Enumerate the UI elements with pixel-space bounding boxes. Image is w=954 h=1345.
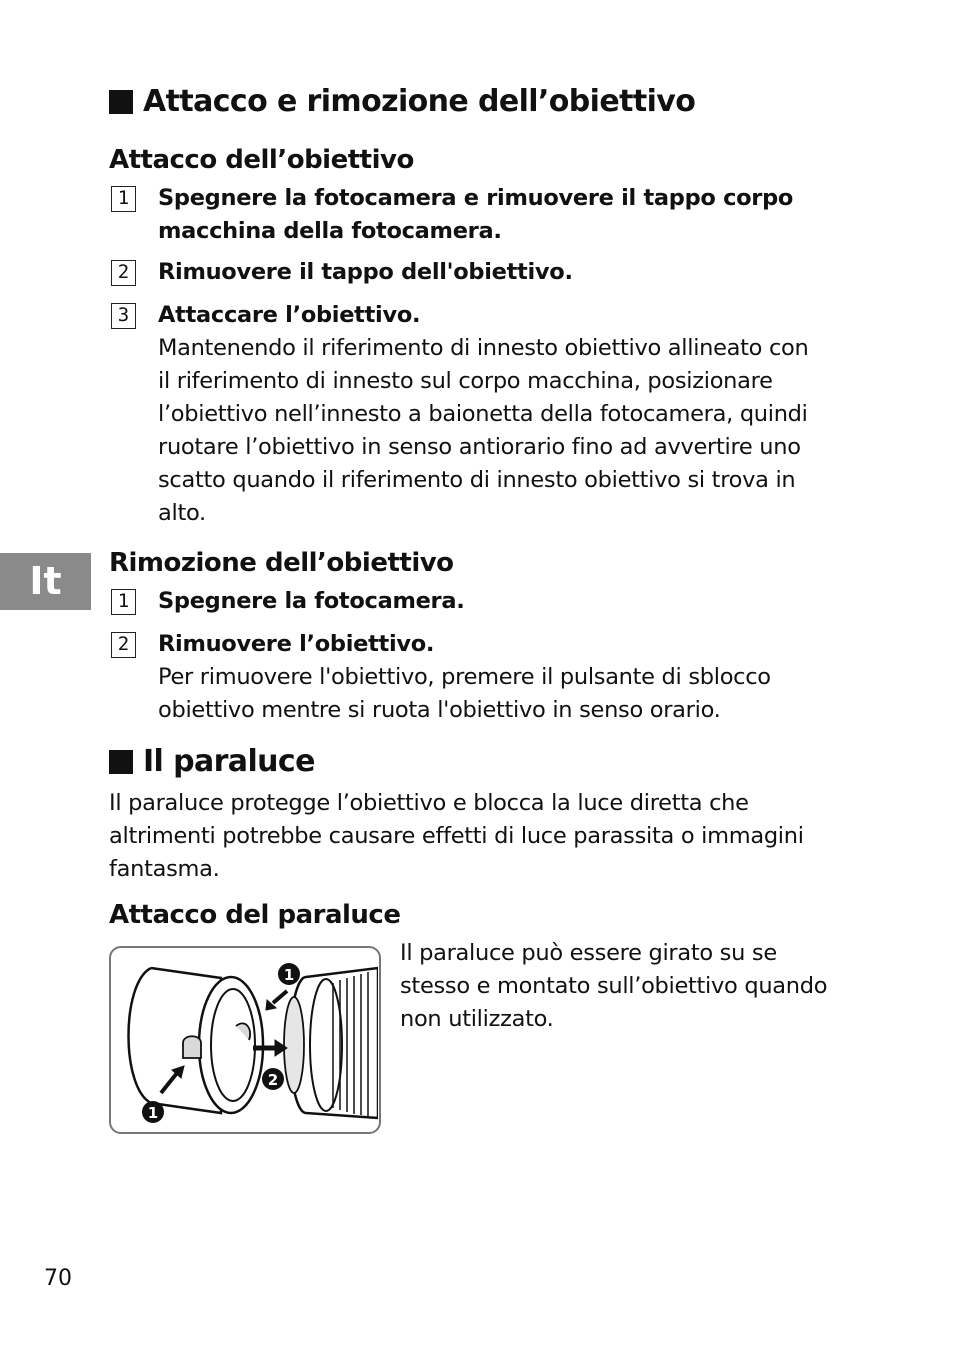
side-text-line: Il paraluce può essere girato su se xyxy=(400,940,777,966)
svg-text:1: 1 xyxy=(283,966,295,984)
step-text: Rimuovere l’obiettivo. xyxy=(158,631,435,657)
step-body-line: obiettivo mentre si ruota l'obiettivo in senso orario. xyxy=(158,697,721,723)
square-bullet-icon xyxy=(109,90,133,114)
svg-text:2: 2 xyxy=(267,1071,279,1089)
step-number-badge: 2 xyxy=(111,632,136,658)
side-text-line: stesso e montato sull’obiettivo quando xyxy=(400,973,828,999)
intro-line: Il paraluce protegge l’obiettivo e blocca la luce diretta che xyxy=(109,790,749,816)
step-text: Rimuovere il tappo dell'obiettivo. xyxy=(158,259,573,285)
language-tab: It xyxy=(0,553,91,610)
step-body-line: scatto quando il riferimento di innesto obiettivo si trova in xyxy=(158,467,796,493)
step-marker-1-icon xyxy=(142,1101,164,1123)
subheading-attach-lens: Attacco dell’obiettivo xyxy=(109,145,414,175)
step-body-line: il riferimento di innesto sul corpo macchina, posizionare xyxy=(158,368,773,394)
step-number-badge: 1 xyxy=(111,186,136,212)
section-heading-lens-hood xyxy=(109,744,315,779)
step-body-line: Per rimuovere l'obiettivo, premere il pulsante di sblocco xyxy=(158,664,771,690)
step-text: Attaccare l’obiettivo. xyxy=(158,302,421,328)
step-marker-1-icon xyxy=(278,963,300,985)
square-bullet-icon xyxy=(109,750,133,774)
step-marker-2-icon xyxy=(262,1068,284,1090)
section-title: Il paraluce xyxy=(143,744,315,779)
step-number-badge: 1 xyxy=(111,589,136,615)
page-number: 70 xyxy=(44,1266,72,1291)
step-number-badge: 2 xyxy=(111,260,136,286)
svg-text:1: 1 xyxy=(147,1104,159,1122)
subheading-remove-lens: Rimozione dell’obiettivo xyxy=(109,548,454,578)
step-body-line: l’obiettivo nell’innesto a baionetta della fotocamera, quindi xyxy=(158,401,808,427)
intro-line: fantasma. xyxy=(109,856,220,882)
step-text: Spegnere la fotocamera e rimuovere il tappo corpo xyxy=(158,185,794,211)
section-title: Attacco e rimozione dell’obiettivo xyxy=(143,84,696,119)
lens-hood-illustration xyxy=(109,946,381,1134)
intro-line: altrimenti potrebbe causare effetti di luce parassita o immagini xyxy=(109,823,804,849)
side-text-line: non utilizzato. xyxy=(400,1006,554,1032)
step-number-badge: 3 xyxy=(111,303,136,329)
step-text: Spegnere la fotocamera. xyxy=(158,588,465,614)
lens-hood-drawing xyxy=(111,948,378,1131)
step-body-line: ruotare l’obiettivo in senso antiorario fino ad avvertire uno xyxy=(158,434,801,460)
step-text: macchina della fotocamera. xyxy=(158,218,502,244)
step-body-line: Mantenendo il riferimento di innesto obiettivo allineato con xyxy=(158,335,809,361)
section-heading-lens-attach-remove xyxy=(109,84,695,119)
step-body-line: alto. xyxy=(158,500,206,526)
subheading-attach-hood: Attacco del paraluce xyxy=(109,900,401,930)
